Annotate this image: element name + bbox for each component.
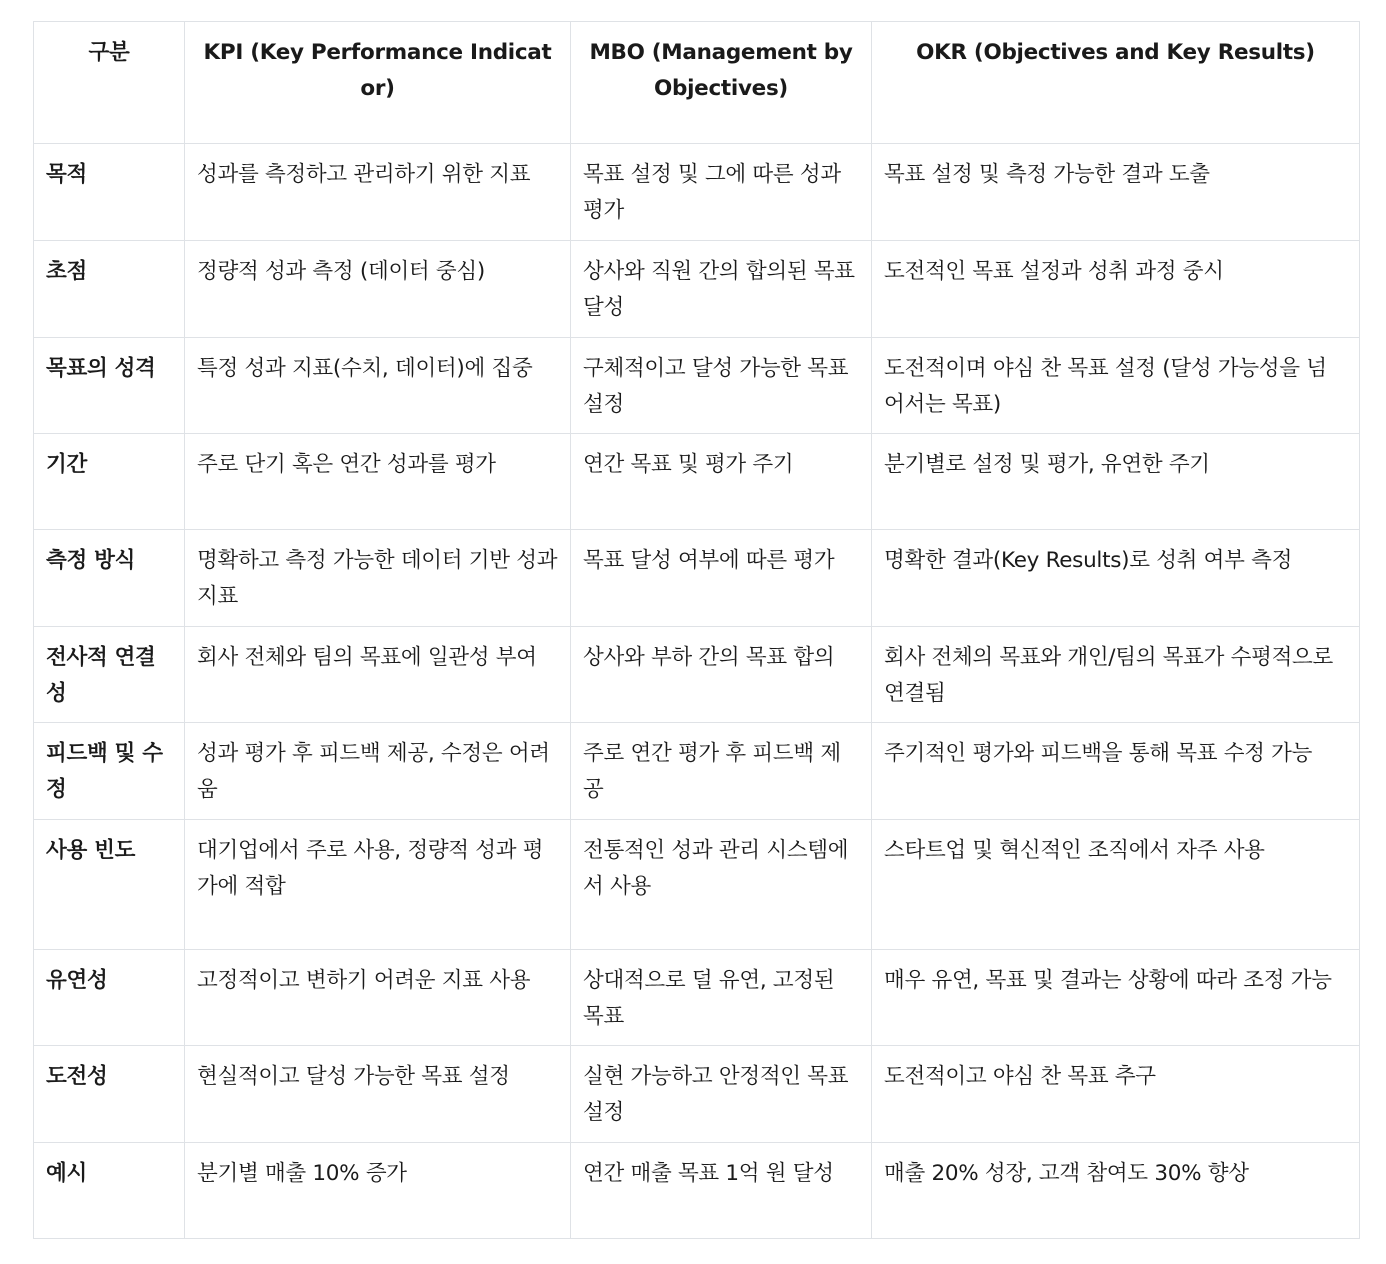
header-category: 구분 (34, 22, 185, 144)
kpi-cell: 대기업에서 주로 사용, 정량적 성과 평가에 적합 (185, 820, 571, 950)
mbo-cell: 상사와 부하 간의 목표 합의 (571, 627, 872, 723)
mbo-cell: 주로 연간 평가 후 피드백 제공 (571, 723, 872, 820)
kpi-cell: 정량적 성과 측정 (데이터 중심) (185, 241, 571, 338)
kpi-cell: 분기별 매출 10% 증가 (185, 1143, 571, 1239)
table-row (34, 950, 1360, 1046)
kpi-cell: 주로 단기 혹은 연간 성과를 평가 (185, 434, 571, 530)
kpi-cell: 명확하고 측정 가능한 데이터 기반 성과 지표 (185, 530, 571, 627)
okr-cell: 도전적이며 야심 찬 목표 설정 (달성 가능성을 넘어서는 목표) (872, 338, 1360, 434)
okr-cell: 매출 20% 성장, 고객 참여도 30% 향상 (872, 1143, 1360, 1239)
table-row (34, 820, 1360, 950)
mbo-cell: 목표 설정 및 그에 따른 성과 평가 (571, 144, 872, 241)
row-label: 피드백 및 수정 (34, 723, 185, 820)
table-row (34, 241, 1360, 338)
okr-cell: 주기적인 평가와 피드백을 통해 목표 수정 가능 (872, 723, 1360, 820)
kpi-cell: 회사 전체와 팀의 목표에 일관성 부여 (185, 627, 571, 723)
mbo-cell: 실현 가능하고 안정적인 목표 설정 (571, 1046, 872, 1143)
mbo-cell: 상대적으로 덜 유연, 고정된 목표 (571, 950, 872, 1046)
kpi-cell: 특정 성과 지표(수치, 데이터)에 집중 (185, 338, 571, 434)
table-row (34, 1143, 1360, 1239)
row-label: 전사적 연결성 (34, 627, 185, 723)
mbo-cell: 전통적인 성과 관리 시스템에서 사용 (571, 820, 872, 950)
okr-cell: 명확한 결과(Key Results)로 성취 여부 측정 (872, 530, 1360, 627)
row-label: 사용 빈도 (34, 820, 185, 950)
kpi-cell: 성과 평가 후 피드백 제공, 수정은 어려움 (185, 723, 571, 820)
row-label: 기간 (34, 434, 185, 530)
row-label: 유연성 (34, 950, 185, 1046)
table-row (34, 338, 1360, 434)
table-row (34, 627, 1360, 723)
row-label: 예시 (34, 1143, 185, 1239)
okr-cell: 도전적인 목표 설정과 성취 과정 중시 (872, 241, 1360, 338)
mbo-cell: 연간 매출 목표 1억 원 달성 (571, 1143, 872, 1239)
kpi-cell: 성과를 측정하고 관리하기 위한 지표 (185, 144, 571, 241)
mbo-cell: 상사와 직원 간의 합의된 목표 달성 (571, 241, 872, 338)
comparison-table (33, 21, 1360, 1239)
table-header-row (34, 22, 1360, 144)
table-row (34, 434, 1360, 530)
okr-cell: 스타트업 및 혁신적인 조직에서 자주 사용 (872, 820, 1360, 950)
kpi-cell: 현실적이고 달성 가능한 목표 설정 (185, 1046, 571, 1143)
okr-cell: 매우 유연, 목표 및 결과는 상황에 따라 조정 가능 (872, 950, 1360, 1046)
row-label: 초점 (34, 241, 185, 338)
kpi-cell: 고정적이고 변하기 어려운 지표 사용 (185, 950, 571, 1046)
table-row (34, 530, 1360, 627)
header-okr: OKR (Objectives and Key Results) (872, 22, 1360, 144)
okr-cell: 회사 전체의 목표와 개인/팀의 목표가 수평적으로 연결됨 (872, 627, 1360, 723)
row-label: 측정 방식 (34, 530, 185, 627)
row-label: 목표의 성격 (34, 338, 185, 434)
row-label: 도전성 (34, 1046, 185, 1143)
header-kpi: KPI (Key Performance Indicator) (185, 22, 571, 144)
okr-cell: 도전적이고 야심 찬 목표 추구 (872, 1046, 1360, 1143)
table-row (34, 723, 1360, 820)
okr-cell: 분기별로 설정 및 평가, 유연한 주기 (872, 434, 1360, 530)
table-row (34, 144, 1360, 241)
mbo-cell: 목표 달성 여부에 따른 평가 (571, 530, 872, 627)
okr-cell: 목표 설정 및 측정 가능한 결과 도출 (872, 144, 1360, 241)
row-label: 목적 (34, 144, 185, 241)
mbo-cell: 연간 목표 및 평가 주기 (571, 434, 872, 530)
table-row (34, 1046, 1360, 1143)
header-mbo: MBO (Management by Objectives) (571, 22, 872, 144)
mbo-cell: 구체적이고 달성 가능한 목표 설정 (571, 338, 872, 434)
